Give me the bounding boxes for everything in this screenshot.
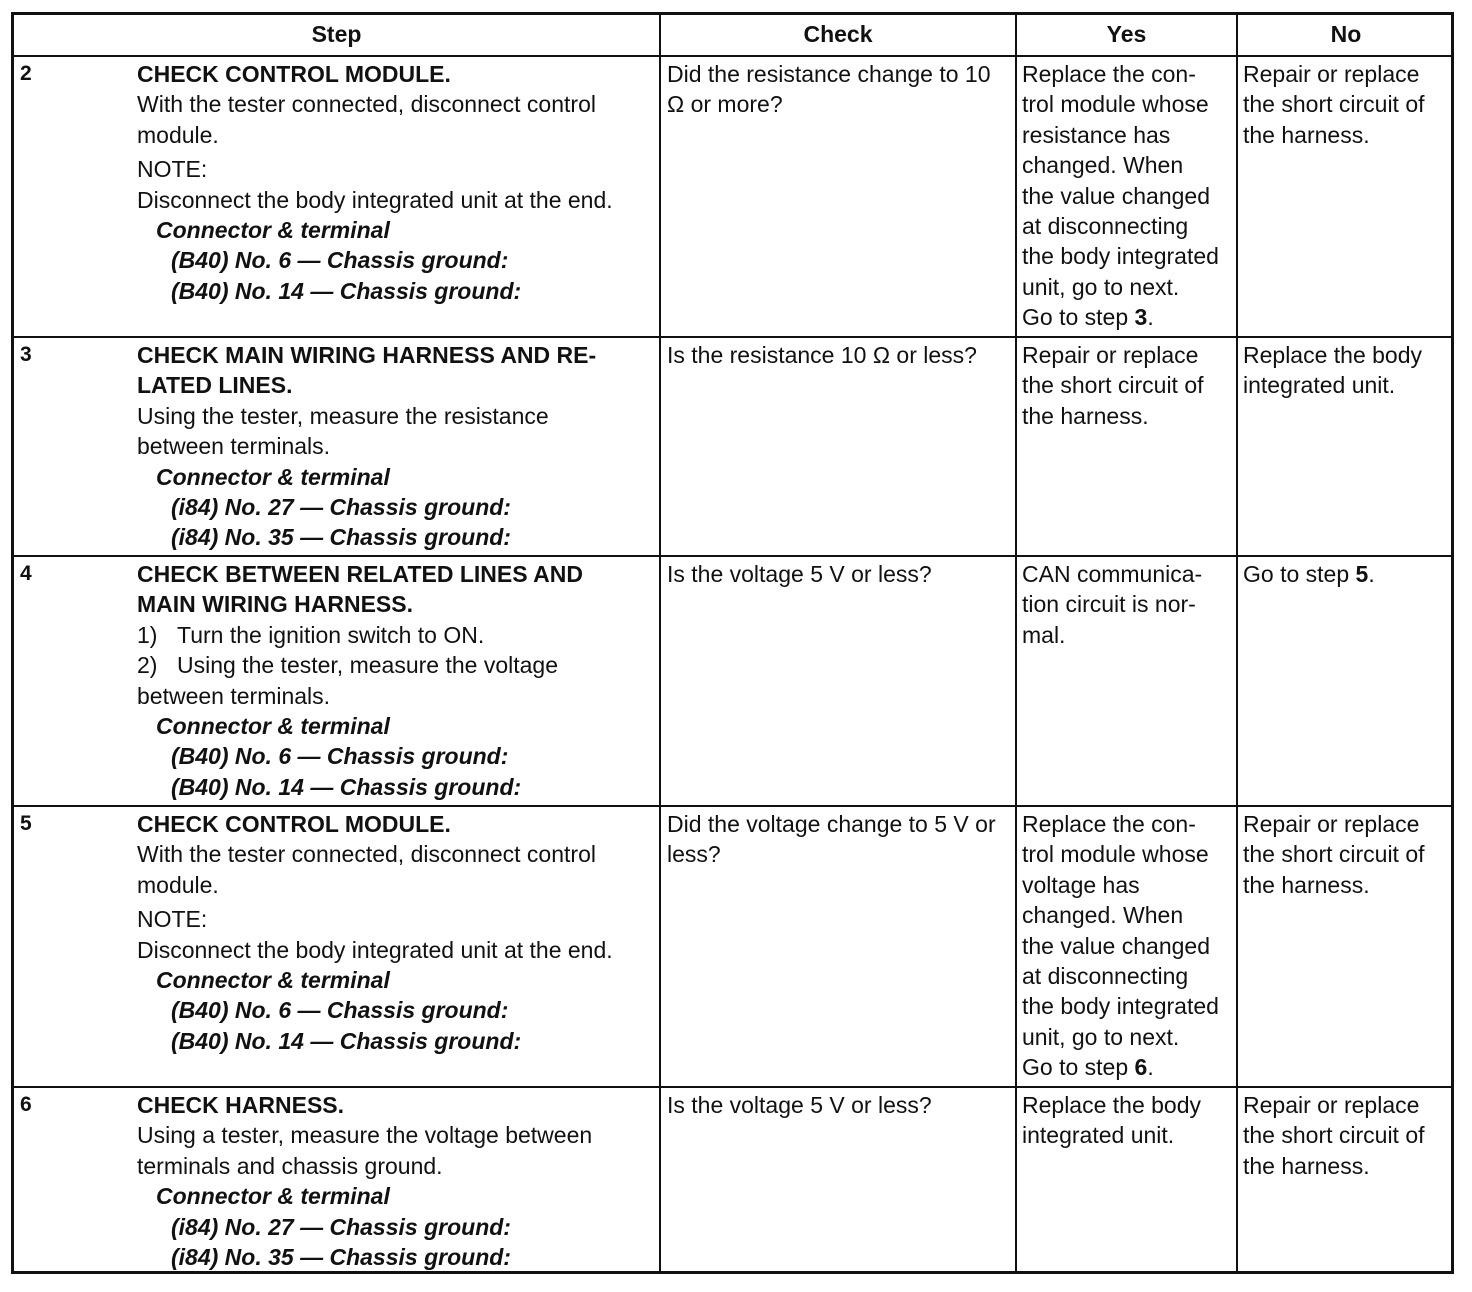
- goto-step-text: [1022, 1052, 1234, 1082]
- table-row-step-2: [14, 57, 1451, 338]
- table-row-step-4: [14, 557, 1451, 807]
- yes-text: at disconnecting: [1022, 963, 1189, 990]
- step-title: CHECK CONTROL MODULE.: [137, 61, 451, 87]
- yes-cell: [1015, 1088, 1236, 1271]
- terminal-entry: (B40) No. 14 — Chassis ground:: [171, 277, 522, 304]
- check-cell: [659, 1088, 1015, 1271]
- yes-text: mal.: [1022, 621, 1066, 648]
- terminal-entry: (i84) No. 35 — Chassis ground:: [171, 1244, 511, 1271]
- step-number: 5: [20, 812, 32, 835]
- numbered-step: [137, 650, 655, 680]
- step-title: MAIN WIRING HARNESS.: [137, 591, 413, 618]
- yes-text: resistance has: [1022, 121, 1171, 148]
- yes-text: trol module whose: [1022, 841, 1209, 868]
- step-body: [137, 340, 655, 553]
- numbered-step-text: Using the tester, measure the voltage: [177, 652, 558, 679]
- no-text: the harness.: [1243, 871, 1370, 898]
- note-text: Disconnect the body integrated unit at the end.: [137, 186, 613, 213]
- yes-cell: [1015, 338, 1236, 555]
- yes-text: the body integrated: [1022, 993, 1219, 1020]
- check-text: Ω or more?: [667, 91, 783, 118]
- terminal-entry: (B40) No. 6 — Chassis ground:: [171, 997, 509, 1024]
- no-text: the short circuit of: [1243, 91, 1425, 118]
- yes-text: the body integrated: [1022, 243, 1219, 270]
- check-text: Is the voltage 5 V or less?: [667, 561, 932, 587]
- table-row-step-5: [14, 807, 1451, 1088]
- goto-prefix: Go to step: [1243, 561, 1356, 587]
- check-text: Did the voltage change to 5 V or: [667, 811, 996, 837]
- step-text: module.: [137, 121, 219, 148]
- step-title: CHECK BETWEEN RELATED LINES AND: [137, 561, 583, 587]
- check-text: Did the resistance change to 10: [667, 61, 991, 87]
- step-body: [137, 809, 655, 1056]
- numbered-step-text: Turn the ignition switch to ON.: [177, 621, 485, 648]
- yes-text: at disconnecting: [1022, 213, 1189, 240]
- no-text: Repair or replace: [1243, 811, 1420, 837]
- header-yes: Yes: [1015, 15, 1236, 55]
- connector-label: Connector & terminal: [156, 463, 390, 490]
- terminal-entry: (B40) No. 6 — Chassis ground:: [171, 247, 509, 274]
- step-text: Using a tester, measure the voltage between: [137, 1122, 593, 1149]
- goto-prefix: Go to step: [1022, 1054, 1135, 1081]
- step-text: module.: [137, 871, 219, 898]
- no-cell: [1236, 807, 1454, 1086]
- note-label: NOTE:: [137, 906, 208, 933]
- check-cell: [659, 57, 1015, 336]
- step-cell: [14, 807, 659, 1086]
- yes-text: the short circuit of: [1022, 372, 1204, 399]
- header-no: No: [1236, 15, 1454, 55]
- no-text: the harness.: [1243, 1152, 1370, 1179]
- no-text: integrated unit.: [1243, 372, 1396, 399]
- yes-text: Replace the con-: [1022, 61, 1196, 87]
- yes-text: changed. When: [1022, 152, 1184, 179]
- yes-text: the value changed: [1022, 932, 1210, 959]
- step-title: CHECK HARNESS.: [137, 1092, 345, 1118]
- step-cell: [14, 1088, 659, 1271]
- connector-label: Connector & terminal: [156, 1183, 390, 1210]
- yes-text: Replace the con-: [1022, 811, 1196, 837]
- yes-cell: [1015, 557, 1236, 805]
- no-text: Replace the body: [1243, 342, 1423, 368]
- step-title: CHECK MAIN WIRING HARNESS AND RE-: [137, 342, 597, 368]
- table-row-step-3: [14, 338, 1451, 557]
- step-text: between terminals.: [137, 433, 331, 460]
- no-cell: [1236, 57, 1454, 336]
- yes-text: the harness.: [1022, 402, 1149, 429]
- goto-suffix: .: [1368, 561, 1375, 587]
- header-step: Step: [311, 21, 362, 47]
- step-cell: [14, 338, 659, 555]
- check-cell: [659, 557, 1015, 805]
- goto-step-text: [1243, 559, 1452, 589]
- step-text: between terminals.: [137, 682, 331, 709]
- yes-text: tion circuit is nor-: [1022, 591, 1196, 618]
- step-title: LATED LINES.: [137, 372, 293, 399]
- goto-suffix: .: [1147, 1054, 1154, 1081]
- yes-text: Repair or replace: [1022, 342, 1199, 368]
- step-cell: [14, 57, 659, 336]
- step-title: CHECK CONTROL MODULE.: [137, 811, 451, 837]
- numbered-step-index: 1): [137, 621, 158, 648]
- note-text: Disconnect the body integrated unit at the end.: [137, 936, 613, 963]
- terminal-entry: (i84) No. 27 — Chassis ground:: [171, 494, 511, 521]
- goto-step-text: [1022, 302, 1234, 332]
- yes-cell: [1015, 57, 1236, 336]
- terminal-entry: (i84) No. 35 — Chassis ground:: [171, 524, 511, 551]
- step-body: [137, 559, 655, 802]
- table-header: [14, 15, 1451, 57]
- step-text: With the tester connected, disconnect control: [137, 91, 596, 118]
- step-cell: [14, 557, 659, 805]
- step-text: Using the tester, measure the resistance: [137, 402, 549, 429]
- goto-prefix: Go to step: [1022, 304, 1135, 331]
- yes-cell: [1015, 807, 1236, 1086]
- yes-text: unit, go to next.: [1022, 1023, 1180, 1050]
- check-text: Is the voltage 5 V or less?: [667, 1092, 932, 1118]
- terminal-entry: (B40) No. 14 — Chassis ground:: [171, 773, 522, 800]
- goto-step-number: 3: [1134, 304, 1148, 331]
- numbered-step-index: 2): [137, 652, 158, 679]
- step-number: 3: [20, 343, 32, 366]
- terminal-entry: (B40) No. 14 — Chassis ground:: [171, 1027, 522, 1054]
- yes-text: unit, go to next.: [1022, 273, 1180, 300]
- connector-label: Connector & terminal: [156, 217, 390, 244]
- connector-label: Connector & terminal: [156, 713, 390, 740]
- step-text: terminals and chassis ground.: [137, 1152, 443, 1179]
- terminal-entry: (B40) No. 6 — Chassis ground:: [171, 743, 509, 770]
- check-text: Is the resistance 10 Ω or less?: [667, 342, 977, 368]
- no-text: the short circuit of: [1243, 1122, 1425, 1149]
- yes-text: the value changed: [1022, 182, 1210, 209]
- yes-text: Replace the body: [1022, 1092, 1202, 1118]
- yes-text: trol module whose: [1022, 91, 1209, 118]
- step-number: 2: [20, 62, 32, 85]
- goto-step-number: 6: [1134, 1054, 1148, 1081]
- no-text: Repair or replace: [1243, 61, 1420, 87]
- check-cell: [659, 807, 1015, 1086]
- no-cell: [1236, 338, 1454, 555]
- diagnostic-table: [11, 12, 1454, 1274]
- step-body: [137, 59, 655, 306]
- step-number: 6: [20, 1093, 32, 1116]
- no-text: Repair or replace: [1243, 1092, 1420, 1118]
- no-text: the harness.: [1243, 121, 1370, 148]
- yes-text: voltage has: [1022, 871, 1140, 898]
- goto-suffix: .: [1147, 304, 1154, 331]
- yes-text: integrated unit.: [1022, 1122, 1175, 1149]
- note-label: NOTE:: [137, 156, 208, 183]
- connector-label: Connector & terminal: [156, 967, 390, 994]
- step-body: [137, 1090, 655, 1272]
- step-number: 4: [20, 562, 32, 585]
- yes-text: changed. When: [1022, 902, 1184, 929]
- no-cell: [1236, 557, 1454, 805]
- terminal-entry: (i84) No. 27 — Chassis ground:: [171, 1213, 511, 1240]
- check-cell: [659, 338, 1015, 555]
- no-text: the short circuit of: [1243, 841, 1425, 868]
- no-cell: [1236, 1088, 1454, 1271]
- step-text: With the tester connected, disconnect control: [137, 841, 596, 868]
- table-row-step-6: [14, 1088, 1451, 1271]
- goto-step-number: 5: [1355, 561, 1369, 587]
- yes-text: CAN communica-: [1022, 561, 1203, 587]
- header-check: Check: [659, 15, 1015, 55]
- check-text: less?: [667, 841, 721, 868]
- numbered-step: [137, 620, 655, 650]
